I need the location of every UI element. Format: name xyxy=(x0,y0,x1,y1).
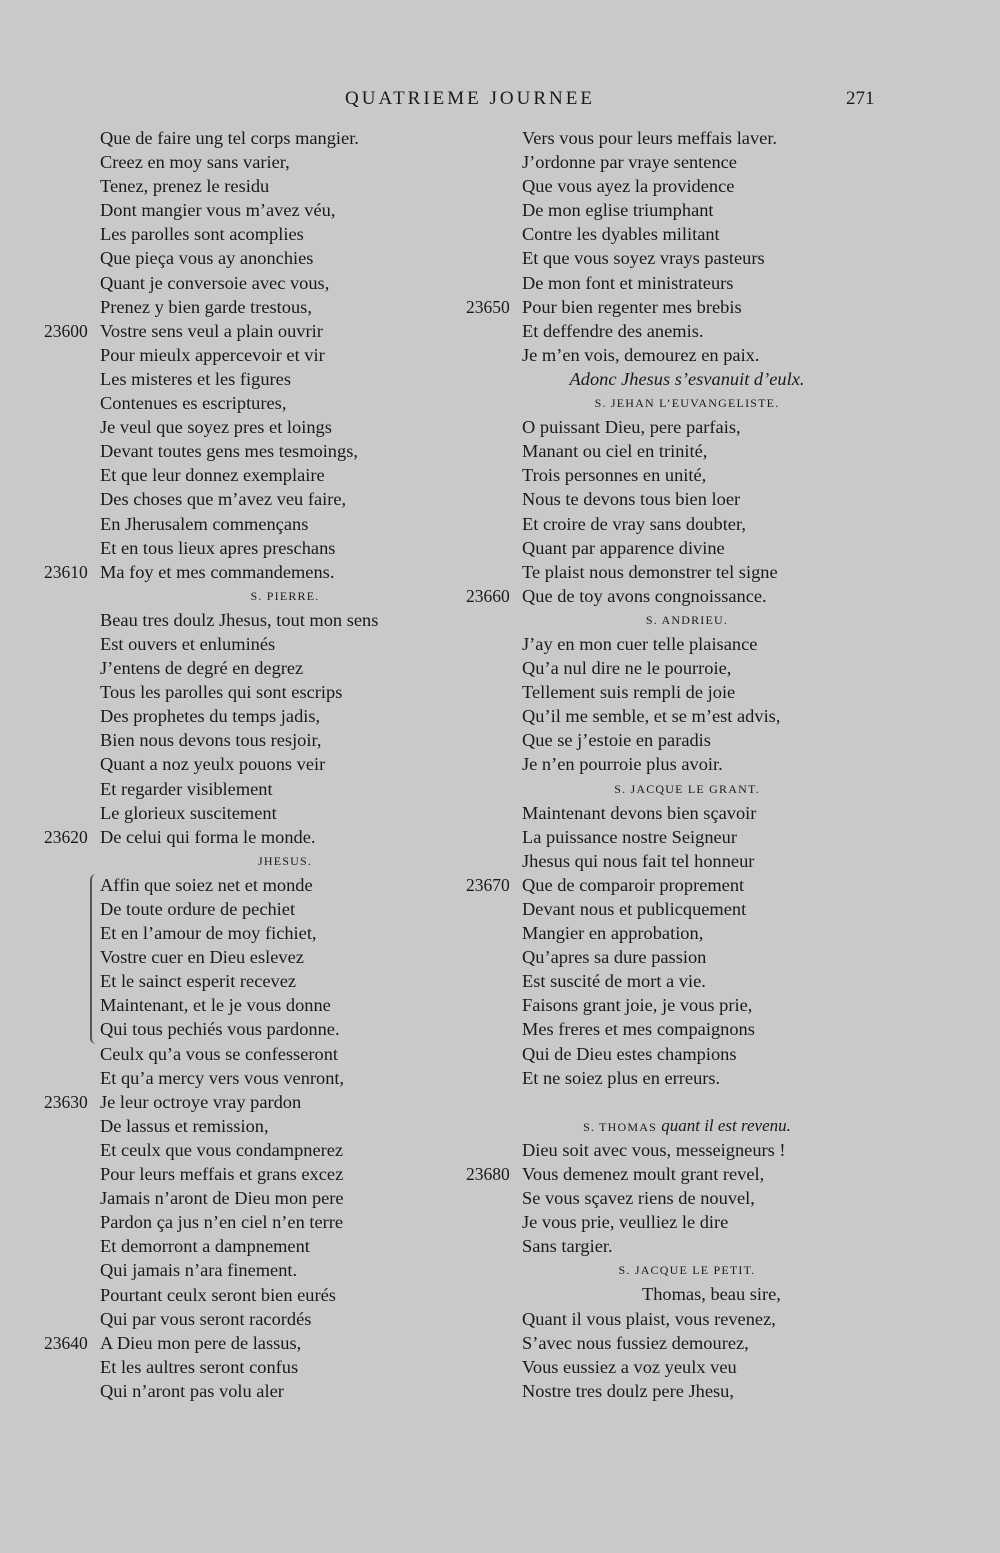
verse-text: Jamais n’aront de Dieu mon pere xyxy=(100,1188,344,1209)
page-number: 271 xyxy=(846,88,875,109)
verse-text: Mes freres et mes compaignons xyxy=(522,1019,755,1040)
verse-text: Tellement suis rempli de joie xyxy=(522,682,736,703)
verse-line xyxy=(100,391,470,415)
verse-text: Qui jamais n’ara finement. xyxy=(100,1260,298,1281)
verse-line xyxy=(522,704,852,728)
verse-line xyxy=(522,439,852,463)
verse-text: Pourtant ceulx seront bien eurés xyxy=(100,1284,336,1305)
verse-text: Que vous ayez la providence xyxy=(522,176,735,197)
speaker-heading xyxy=(522,1114,852,1138)
verse-text: Dont mangier vous m’avez véu, xyxy=(100,200,336,221)
verse-text: Thomas, beau sire, xyxy=(642,1284,781,1305)
verse-line xyxy=(100,680,470,704)
verse-text: Devant nous et publicquement xyxy=(522,899,747,919)
verse-line xyxy=(100,656,470,680)
verse-line xyxy=(522,415,852,439)
verse-text: Tous les parolles qui sont escrips xyxy=(100,682,343,703)
verse-line xyxy=(100,1283,470,1307)
line-number: 23630 xyxy=(44,1091,88,1112)
verse-line xyxy=(100,367,470,391)
verse-text: Et ne soiez plus en erreurs. xyxy=(522,1067,721,1088)
verse-line xyxy=(522,1355,852,1379)
verse-text: S’avec nous fussiez demourez, xyxy=(522,1332,749,1353)
verse-text: A Dieu mon pere de lassus, xyxy=(100,1332,302,1353)
verse-line xyxy=(522,512,852,536)
verse-text: Contenues es escriptures, xyxy=(100,393,287,414)
speaker-name: S. JACQUE LE PETIT. xyxy=(618,1263,756,1278)
verse-text: Maintenant, et le je vous donne xyxy=(100,995,331,1016)
line-number: 23670 xyxy=(466,874,510,895)
verse-line xyxy=(44,825,470,849)
speaker-name: S. PIERRE. xyxy=(250,588,320,603)
verse-text: Et croire de vray sans doubter, xyxy=(522,513,746,534)
verse-line xyxy=(100,487,470,511)
verse-line xyxy=(100,1066,470,1090)
verse-text: Beau tres doulz Jhesus, tout mon sens xyxy=(100,609,379,630)
verse-text: Mangier en approbation, xyxy=(522,923,704,944)
verse-line xyxy=(522,656,852,680)
verse-text: Vers vous pour leurs meffais laver. xyxy=(522,128,778,148)
line-number: 23600 xyxy=(44,320,88,341)
verse-text: Qu’apres sa dure passion xyxy=(522,947,707,968)
verse-text: Et demorront a dampnement xyxy=(100,1236,310,1257)
verse-text: Quant par apparence divine xyxy=(522,537,725,558)
verse-text: Et que vous soyez vrays pasteurs xyxy=(522,248,765,269)
speaker-heading xyxy=(522,1258,852,1282)
verse-line xyxy=(522,801,852,825)
verse-text: Jhesus qui nous fait tel honneur xyxy=(522,850,755,871)
verse-line xyxy=(522,271,852,295)
verse-line xyxy=(100,921,470,945)
speaker-direction: quant il est revenu. xyxy=(661,1115,791,1135)
verse-text: Les parolles sont acomplies xyxy=(100,224,304,245)
verse-line xyxy=(522,1379,852,1403)
verse-line xyxy=(100,1210,470,1234)
verse-line xyxy=(44,1090,470,1114)
verse-text: Les misteres et les figures xyxy=(100,368,292,389)
verse-text: De lassus et remission, xyxy=(100,1115,269,1136)
verse-text: Dieu soit avec vous, messeigneurs ! xyxy=(522,1139,786,1160)
verse-text: En Jherusalem commençans xyxy=(100,513,309,534)
verse-line xyxy=(100,1162,470,1186)
right-column xyxy=(466,126,852,1403)
speaker-name: S. JACQUE LE GRANT. xyxy=(614,781,760,796)
verse-text: Pour mieulx appercevoir et vir xyxy=(100,344,325,365)
verse-text: Que pieça vous ay anonchies xyxy=(100,248,314,269)
verse-line xyxy=(522,1210,852,1234)
verse-line xyxy=(466,1162,852,1186)
verse-text: J’ordonne par vraye sentence xyxy=(522,152,737,173)
verse-line xyxy=(466,873,852,897)
verse-line xyxy=(100,126,470,150)
verse-text: Et regarder visiblement xyxy=(100,778,273,799)
verse-text: Je leur octroye vray pardon xyxy=(100,1091,302,1112)
verse-text: Ceulx qu’a vous se confesseront xyxy=(100,1043,339,1064)
verse-text: Pour leurs meffais et grans excez xyxy=(100,1164,344,1185)
verse-text: Je vous prie, veulliez le dire xyxy=(522,1212,729,1233)
verse-line xyxy=(100,295,470,319)
verse-line xyxy=(522,463,852,487)
verse-text: Je n’en pourroie plus avoir. xyxy=(522,754,723,775)
verse-line xyxy=(522,993,852,1017)
speaker-name: S. ANDRIEU. xyxy=(645,612,729,627)
speaker-heading xyxy=(100,584,470,608)
verse-line xyxy=(522,536,852,560)
verse-line xyxy=(522,969,852,993)
verse-line xyxy=(100,1138,470,1162)
verse-text: Des prophetes du temps jadis, xyxy=(100,706,321,727)
left-column xyxy=(44,126,470,1403)
verse-line xyxy=(44,560,470,584)
verse-line xyxy=(522,174,852,198)
verse-text: Qui de Dieu estes champions xyxy=(522,1043,737,1064)
verse-line xyxy=(100,246,470,270)
verse-line xyxy=(522,921,852,945)
verse-text: Qui tous pechiés vous pardonne. xyxy=(100,1019,340,1040)
verse-line xyxy=(522,560,852,584)
verse-text: Nous te devons tous bien loer xyxy=(522,489,741,510)
verse-line xyxy=(522,150,852,174)
verse-line xyxy=(522,825,852,849)
verse-line xyxy=(44,1331,470,1355)
blank-line xyxy=(522,1090,852,1114)
verse-text: Maintenant devons bien sçavoir xyxy=(522,802,757,823)
verse-text: Vostre cuer en Dieu eslevez xyxy=(100,947,304,968)
verse-text: Quant a noz yeulx pouons veir xyxy=(100,754,326,775)
verse-text: Qui n’aront pas volu aler xyxy=(100,1380,284,1401)
verse-line xyxy=(522,632,852,656)
verse-line xyxy=(100,1379,470,1403)
verse-line xyxy=(522,728,852,752)
verse-line xyxy=(522,198,852,222)
verse-text: Pardon ça jus n’en ciel n’en terre xyxy=(100,1212,344,1233)
verse-text: Je veul que soyez pres et loings xyxy=(100,417,332,438)
line-number: 23620 xyxy=(44,826,88,847)
verse-text: Et les aultres seront confus xyxy=(100,1356,299,1377)
verse-line xyxy=(100,752,470,776)
verse-line xyxy=(100,439,470,463)
verse-text: Faisons grant joie, je vous prie, xyxy=(522,995,753,1016)
verse-line xyxy=(100,897,470,921)
verse-text: Que se j’estoie en paradis xyxy=(522,730,711,751)
line-number: 23660 xyxy=(466,585,510,606)
verse-text: Et en l’amour de moy fichiet, xyxy=(100,923,317,944)
verse-text: Prenez y bien garde trestous, xyxy=(100,296,312,317)
verse-text: Qu’a nul dire ne le pourroie, xyxy=(522,658,732,679)
verse-line xyxy=(522,126,852,150)
verse-line xyxy=(100,343,470,367)
speaker-heading xyxy=(522,391,852,415)
verse-text: Et deffendre des anemis. xyxy=(522,320,704,341)
verse-text: Qu’il me semble, et se m’est advis, xyxy=(522,706,781,727)
verse-line xyxy=(100,608,470,632)
verse-line xyxy=(522,1307,852,1331)
verse-text: Trois personnes en unité, xyxy=(522,465,707,486)
verse-line xyxy=(100,1186,470,1210)
stage-direction: Adonc Jhesus s’esvanuit d’eulx. xyxy=(569,368,805,389)
verse-text: Contre les dyables militant xyxy=(522,224,720,245)
verse-text: Tenez, prenez le residu xyxy=(100,176,270,197)
verse-text: Des choses que m’avez veu faire, xyxy=(100,489,347,510)
verse-line xyxy=(522,897,852,921)
verse-text: Est ouvers et enluminés xyxy=(100,633,276,654)
line-number: 23640 xyxy=(44,1332,88,1353)
speaker-name: JHESUS. xyxy=(257,853,313,868)
verse-line xyxy=(100,873,470,897)
verse-text: Bien nous devons tous resjoir, xyxy=(100,730,322,751)
verse-text: Ma foy et mes commandemens. xyxy=(100,561,335,582)
verse-text: Quant je conversoie avec vous, xyxy=(100,272,330,293)
verse-text: De toute ordure de pechiet xyxy=(100,899,296,919)
verse-text: La puissance nostre Seigneur xyxy=(522,826,738,847)
verse-line xyxy=(522,680,852,704)
verse-text: Se vous sçavez riens de nouvel, xyxy=(522,1188,755,1209)
verse-line xyxy=(100,777,470,801)
speaker-name: S. THOMAS xyxy=(583,1119,658,1134)
verse-line xyxy=(522,246,852,270)
verse-text: Le glorieux suscitement xyxy=(100,802,277,823)
verse-text: Pour bien regenter mes brebis xyxy=(522,296,742,317)
verse-line xyxy=(522,1331,852,1355)
verse-line xyxy=(522,343,852,367)
speaker-heading xyxy=(100,849,470,873)
verse-line xyxy=(100,704,470,728)
margin-bracket xyxy=(90,874,100,1044)
verse-text: Manant ou ciel en trinité, xyxy=(522,441,708,462)
verse-line xyxy=(100,1307,470,1331)
verse-line xyxy=(100,1258,470,1282)
verse-text: De celui qui forma le monde. xyxy=(100,826,316,847)
speaker-heading xyxy=(522,608,852,632)
verse-line xyxy=(100,1042,470,1066)
verse-line xyxy=(100,1355,470,1379)
verse-line xyxy=(100,1017,470,1041)
verse-text: Et ceulx que vous condampnerez xyxy=(100,1139,344,1160)
verse-text: Que de toy avons congnoissance. xyxy=(522,585,767,606)
line-number: 23650 xyxy=(466,296,510,317)
verse-line xyxy=(100,1234,470,1258)
verse-line xyxy=(522,849,852,873)
verse-line xyxy=(100,1114,470,1138)
verse-line xyxy=(522,752,852,776)
verse-text: Vous demenez moult grant revel, xyxy=(522,1163,765,1184)
verse-text: Et le sainct esperit recevez xyxy=(100,971,297,992)
verse-line xyxy=(100,222,470,246)
verse-line xyxy=(100,271,470,295)
verse-line xyxy=(466,295,852,319)
verse-text: Creez en moy sans varier, xyxy=(100,152,290,173)
verse-text: Vostre sens veul a plain ouvrir xyxy=(100,320,323,341)
verse-text: Que de comparoir proprement xyxy=(522,874,745,895)
verse-line xyxy=(522,1066,852,1090)
verse-line xyxy=(522,487,852,511)
verse-text: Quant il vous plaist, vous revenez, xyxy=(522,1308,776,1329)
verse-text: Sans targier. xyxy=(522,1236,613,1257)
verse-line xyxy=(522,1186,852,1210)
line-number: 23680 xyxy=(466,1163,510,1184)
verse-line xyxy=(522,945,852,969)
verse-text: Nostre tres doulz pere Jhesu, xyxy=(522,1380,734,1401)
verse-text: Et en tous lieux apres preschans xyxy=(100,537,336,558)
verse-text: Je m’en vois, demourez en paix. xyxy=(522,344,760,365)
verse-line xyxy=(100,945,470,969)
verse-text: Que de faire ung tel corps mangier. xyxy=(100,128,359,148)
verse-text: Et qu’a mercy vers vous venront, xyxy=(100,1067,345,1088)
verse-text: Devant toutes gens mes tesmoings, xyxy=(100,441,358,462)
verse-text: Qui par vous seront racordés xyxy=(100,1308,312,1329)
verse-text: De mon eglise triumphant xyxy=(522,200,714,221)
verse-line xyxy=(100,415,470,439)
verse-text: J’ay en mon cuer telle plaisance xyxy=(522,633,758,654)
verse-text: Affin que soiez net et monde xyxy=(100,874,313,895)
verse-text: Et que leur donnez exemplaire xyxy=(100,465,325,486)
verse-line xyxy=(100,969,470,993)
verse-line xyxy=(522,1234,852,1258)
verse-line xyxy=(100,536,470,560)
speaker-heading xyxy=(522,777,852,801)
verse-text: Est suscité de mort a vie. xyxy=(522,971,706,992)
verse-line xyxy=(522,1042,852,1066)
verse-line xyxy=(522,1282,852,1306)
verse-line xyxy=(522,1138,852,1162)
verse-line xyxy=(44,319,470,343)
verse-line xyxy=(100,993,470,1017)
line-number: 23610 xyxy=(44,561,88,582)
verse-line xyxy=(522,1017,852,1041)
verse-line xyxy=(466,584,852,608)
running-header: QUATRIEME JOURNEE xyxy=(345,88,595,109)
verse-line xyxy=(100,632,470,656)
verse-line xyxy=(522,319,852,343)
verse-line xyxy=(100,174,470,198)
verse-line xyxy=(100,463,470,487)
verse-text: De mon font et ministrateurs xyxy=(522,272,734,293)
verse-text: O puissant Dieu, pere parfais, xyxy=(522,417,741,438)
verse-text: Te plaist nous demonstrer tel signe xyxy=(522,561,778,582)
verse-line xyxy=(522,222,852,246)
verse-line xyxy=(100,728,470,752)
verse-line xyxy=(100,512,470,536)
verse-line xyxy=(100,150,470,174)
verse-line xyxy=(100,198,470,222)
verse-text: J’entens de degré en degrez xyxy=(100,658,304,679)
verse-text: Vous eussiez a voz yeulx veu xyxy=(522,1356,737,1377)
verse-line xyxy=(100,801,470,825)
speaker-name: S. JEHAN L’EUVANGELISTE. xyxy=(594,396,780,411)
